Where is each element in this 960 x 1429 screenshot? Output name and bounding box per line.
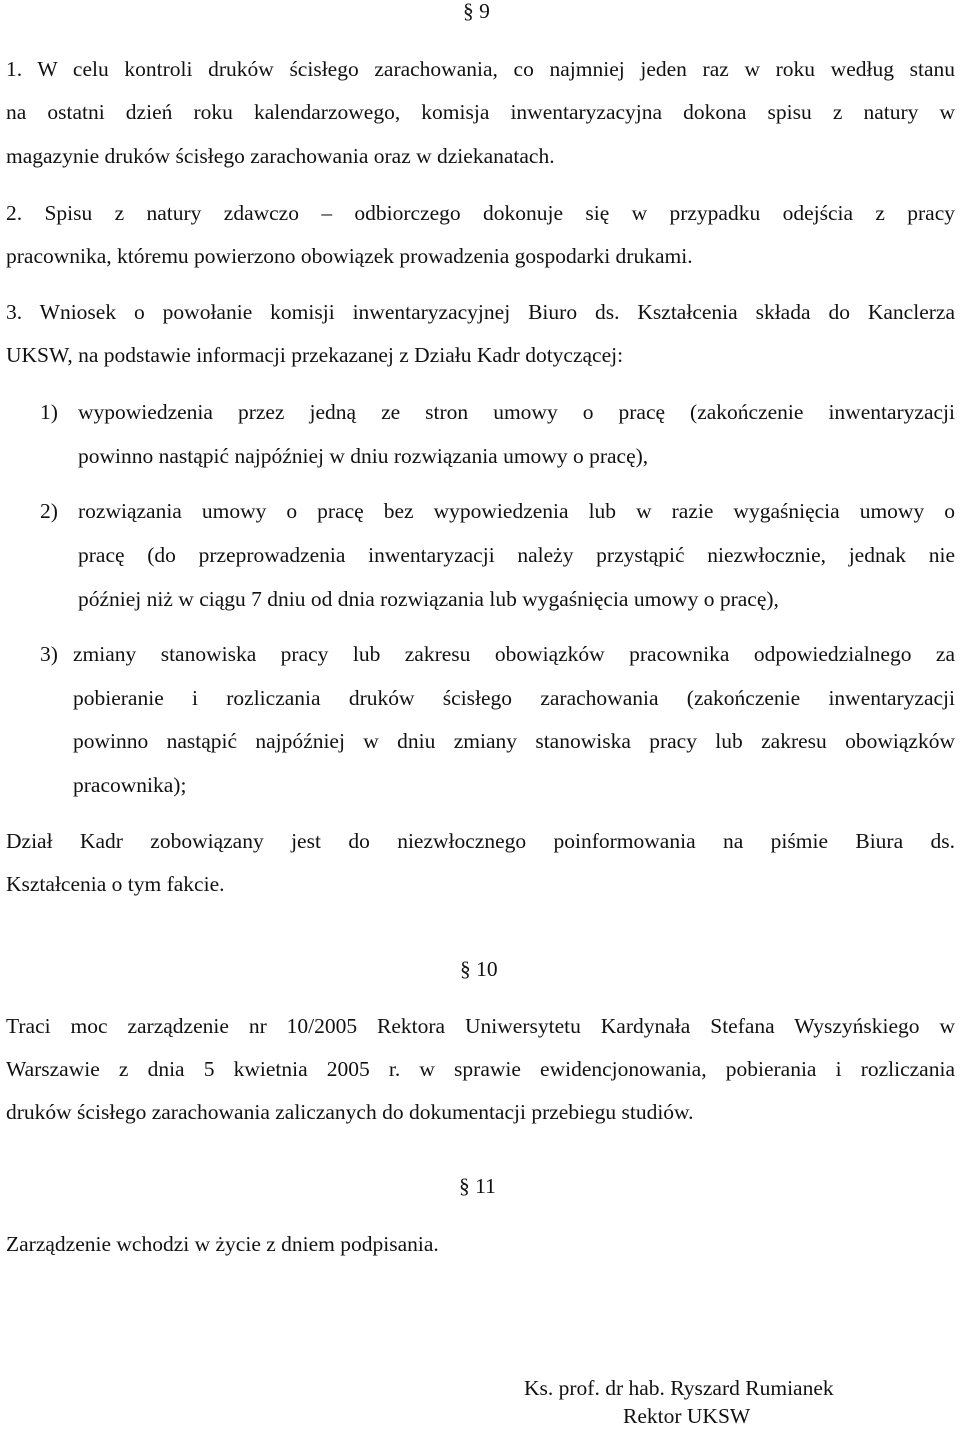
- section-10-heading: § 10: [460, 957, 498, 981]
- list-item-3-line-3: powinno nastąpić najpóźniej w dniu zmiany stanowiska pracy lub zakresu obowiązków: [73, 729, 955, 753]
- section-10-line-1: Traci moc zarządzenie nr 10/2005 Rektora Uniwersytetu Kardynała Stefana Wyszyńskiego w: [6, 1014, 955, 1038]
- paragraph-3-line-2: UKSW, na podstawie informacji przekazanej z Działu Kadr dotyczącej:: [6, 343, 624, 367]
- paragraph-2-line-2: pracownika, któremu powierzono obowiązek prowadzenia gospodarki drukami.: [6, 244, 693, 268]
- signature-title: Rektor UKSW: [623, 1404, 751, 1428]
- closing-line-1: Dział Kadr zobowiązany jest do niezwłocznego poinformowania na piśmie Biura ds.: [6, 829, 955, 853]
- paragraph-1-line-3: magazynie druków ścisłego zarachowania oraz w dziekanatach.: [6, 144, 555, 168]
- list-item-number: 1): [40, 400, 58, 424]
- list-item-3-line-2: pobieranie i rozliczania druków ścisłego zarachowania (zakończenie inwentaryzacji: [73, 686, 955, 710]
- list-item-2-line-2: pracę (do przeprowadzenia inwentaryzacji należy przystąpić niezwłocznie, jednak nie: [78, 543, 955, 567]
- section-9-heading: § 9: [463, 0, 490, 23]
- section-11-heading: § 11: [459, 1174, 496, 1198]
- list-item-2-line-3: później niż w ciągu 7 dniu od dnia rozwiązania lub wygaśnięcia umowy o pracę),: [78, 587, 779, 611]
- paragraph-1-line-2: na ostatni dzień roku kalendarzowego, komisja inwentaryzacyjna dokona spisu z natury w: [6, 100, 955, 124]
- list-item-number: 2): [40, 499, 58, 523]
- paragraph-1-line-1: 1. W celu kontroli druków ścisłego zarachowania, co najmniej jeden raz w roku według stanu: [6, 57, 955, 81]
- paragraph-2-line-1: 2. Spisu z natury zdawczo – odbiorczego dokonuje się w przypadku odejścia z pracy: [6, 201, 955, 225]
- list-item-1-line-1: wypowiedzenia przez jedną ze stron umowy o pracę (zakończenie inwentaryzacji: [78, 400, 955, 424]
- paragraph-3-line-1: 3. Wniosek o powołanie komisji inwentaryzacyjnej Biuro ds. Kształcenia składa do Kanclerza: [6, 300, 955, 324]
- list-item-3-line-1: zmiany stanowiska pracy lub zakresu obowiązków pracownika odpowiedzialnego za: [73, 642, 955, 666]
- section-11-text: Zarządzenie wchodzi w życie z dniem podpisania.: [6, 1232, 439, 1256]
- list-item-number: 3): [40, 642, 58, 666]
- list-item-2-line-1: rozwiązania umowy o pracę bez wypowiedzenia lub w razie wygaśnięcia umowy o: [78, 499, 955, 523]
- section-10-line-3: druków ścisłego zarachowania zaliczanych do dokumentacji przebiegu studiów.: [6, 1100, 694, 1124]
- closing-line-2: Kształcenia o tym fakcie.: [6, 872, 225, 896]
- list-item-3-line-4: pracownika);: [73, 773, 187, 797]
- signature-name: Ks. prof. dr hab. Ryszard Rumianek: [524, 1376, 834, 1400]
- section-10-line-2: Warszawie z dnia 5 kwietnia 2005 r. w sprawie ewidencjonowania, pobierania i rozliczania: [6, 1057, 955, 1081]
- list-item-1-line-2: powinno nastąpić najpóźniej w dniu rozwiązania umowy o pracę),: [78, 444, 649, 468]
